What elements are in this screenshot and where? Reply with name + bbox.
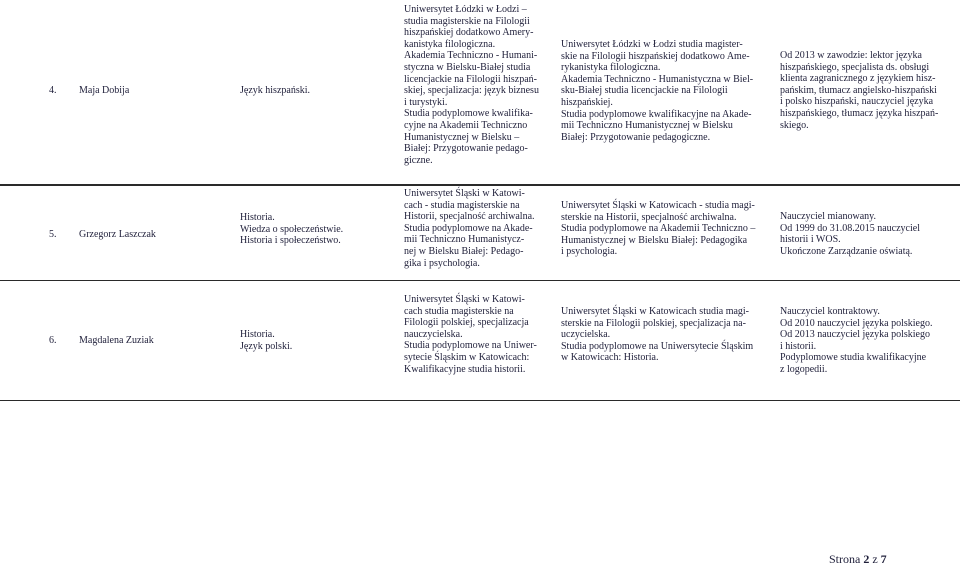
education-line: nej w Bielsku Białej: Pedago-: [404, 245, 524, 257]
education-line: i turystyki.: [404, 96, 448, 108]
row-6-qualifications: [561, 306, 773, 364]
qualification-line: Humanistycznej w Bielsku Białej: Pedagogika: [561, 234, 748, 246]
row-4-education: [404, 4, 555, 166]
row-4-qualifications: [561, 39, 773, 143]
experience-line: Od 2013 w zawodzie: lektor języka: [780, 50, 922, 61]
qualification-line: w Katowicach: Historia.: [561, 352, 659, 364]
subject-line: Historia.: [240, 212, 275, 223]
experience-line: Od 2013 nauczyciel języka polskiego: [780, 329, 930, 341]
experience-line: pańskim, tłumacz angielsko-hiszpański: [780, 84, 937, 96]
qualification-line: Studia podyplomowe na Uniwersytecie Śląskim: [561, 340, 754, 352]
qualification-line: Uniwersytet Śląski w Katowicach - studia magi-: [561, 200, 755, 211]
experience-line: Nauczyciel mianowany.: [780, 211, 876, 222]
education-line: Filologii polskiej, specjalizacja: [404, 317, 529, 329]
qualification-line: hiszpańskiej.: [561, 96, 613, 108]
row-6-subjects: [240, 329, 292, 352]
current-page: 2: [863, 552, 870, 566]
education-line: Historii, specjalność archiwalna.: [404, 211, 535, 223]
row-6-education: [404, 294, 555, 375]
education-line: skiej, specjalizacja: język biznesu: [404, 85, 539, 97]
row-5-name: Grzegorz Laszczak: [79, 229, 156, 240]
row-6-number: 6.: [49, 335, 57, 346]
education-line: studia magisterskie na Filologii: [404, 15, 530, 27]
row-5-qualifications: [561, 200, 773, 258]
row-4-experience: [780, 50, 958, 131]
education-line: Uniwersytet Śląski w Katowi-: [404, 188, 525, 199]
education-line: mii Techniczno Humanistycz-: [404, 234, 525, 246]
qualification-line: i psychologia.: [561, 246, 618, 258]
row-4-subjects: [240, 85, 310, 97]
qualification-line: sku-Białej studia licencjackie na Filologii: [561, 85, 728, 97]
experience-line: hiszpańskiego, specjalista ds. obsługi: [780, 61, 930, 73]
qualification-line: Białej: Przygotowanie pedagogiczne.: [561, 131, 711, 143]
page-label: Strona: [829, 552, 861, 566]
subject-line: Historia i społeczeństwo.: [240, 235, 341, 247]
qualification-line: mii Techniczno Humanistycznej w Bielsku: [561, 120, 733, 132]
row-5-subjects: [240, 212, 343, 247]
qualification-line: Studia podyplomowe kwalifikacyjne na Akade-: [561, 108, 752, 120]
experience-line: Nauczyciel kontraktowy.: [780, 306, 880, 317]
row-4-name: Maja Dobija: [79, 85, 130, 96]
education-line: sytecie Śląskim w Katowicach:: [404, 351, 530, 363]
education-line: gika i psychologia.: [404, 257, 480, 269]
education-line: Studia podyplomowe kwalifika-: [404, 108, 533, 120]
experience-line: i polsko hiszpański, nauczyciel języka: [780, 96, 934, 108]
education-line: giczne.: [404, 154, 433, 166]
education-line: licencjackie na Filologii hiszpań-: [404, 73, 538, 85]
qualification-line: Uniwersytet Łódzki w Łodzi studia magister-: [561, 39, 743, 50]
education-line: Uniwersytet Łódzki w Łodzi –: [404, 4, 527, 15]
experience-line: skiego.: [780, 119, 809, 131]
qualification-line: Akademia Techniczno - Humanistyczna w Biel-: [561, 73, 754, 85]
experience-line: Od 1999 do 31.08.2015 nauczyciel: [780, 222, 920, 234]
education-line: hiszpańskiej dodatkowo Amery-: [404, 27, 534, 39]
experience-line: klienta zagranicznego z językiem hisz-: [780, 73, 936, 85]
qualification-line: Uniwersytet Śląski w Katowicach studia magi-: [561, 306, 750, 317]
qualification-line: sterskie na Historii, specjalność archiwalna.: [561, 211, 737, 223]
experience-line: Ukończone Zarządzanie oświatą.: [780, 245, 913, 257]
row-6-experience: [780, 306, 958, 376]
subject-line: Język hiszpański.: [240, 85, 310, 96]
qualification-line: skie na Filologii hiszpańskiej dodatkowo Ame-: [561, 50, 750, 62]
education-line: Studia podyplomowe na Uniwer-: [404, 340, 537, 352]
education-line: cach - studia magisterskie na: [404, 199, 520, 211]
education-line: Studia podyplomowe na Akade-: [404, 222, 533, 234]
experience-line: i historii.: [780, 340, 817, 352]
experience-line: Od 2010 nauczyciel języka polskiego.: [780, 317, 933, 329]
row-5-number: 5.: [49, 229, 57, 240]
education-line: Kwalifikacyjne studia historii.: [404, 363, 526, 375]
page-of-label: z: [872, 552, 878, 566]
subject-line: Historia.: [240, 329, 275, 340]
subject-line: Język polski.: [240, 340, 293, 352]
qualification-line: Studia podyplomowe na Akademii Techniczno –: [561, 223, 756, 235]
education-line: Akademia Techniczno - Humani-: [404, 50, 538, 62]
education-line: kanistyka filologiczna.: [404, 38, 496, 50]
education-line: Uniwersytet Śląski w Katowi-: [404, 294, 525, 305]
qualification-line: rykanistyka filologiczna.: [561, 62, 661, 74]
qualification-line: uczycielska.: [561, 329, 611, 341]
experience-line: Podyplomowe studia kwalifikacyjne: [780, 352, 927, 364]
education-line: cach studia magisterskie na: [404, 305, 514, 317]
row-5-education: [404, 188, 555, 269]
education-line: styczna w Bielsku-Białej studia: [404, 61, 531, 73]
total-pages: 7: [880, 552, 887, 566]
row-5-experience: [780, 211, 958, 257]
experience-line: hiszpańskiego, tłumacz języka hiszpań-: [780, 107, 939, 119]
subject-line: Wiedza o społeczeństwie.: [240, 223, 344, 235]
education-line: nauczycielska.: [404, 328, 463, 340]
experience-line: z logopedii.: [780, 363, 828, 375]
qualification-line: sterskie na Filologii polskiej, specjalizacja na-: [561, 317, 746, 329]
row-4-number: 4.: [49, 85, 57, 96]
experience-line: historii i WOS.: [780, 234, 841, 246]
education-line: Humanistycznej w Bielsku –: [404, 131, 520, 143]
education-line: cyjne na Akademii Techniczno: [404, 119, 528, 131]
row-6-name: Magdalena Zuziak: [79, 335, 154, 346]
education-line: Białej: Przygotowanie pedago-: [404, 143, 528, 155]
